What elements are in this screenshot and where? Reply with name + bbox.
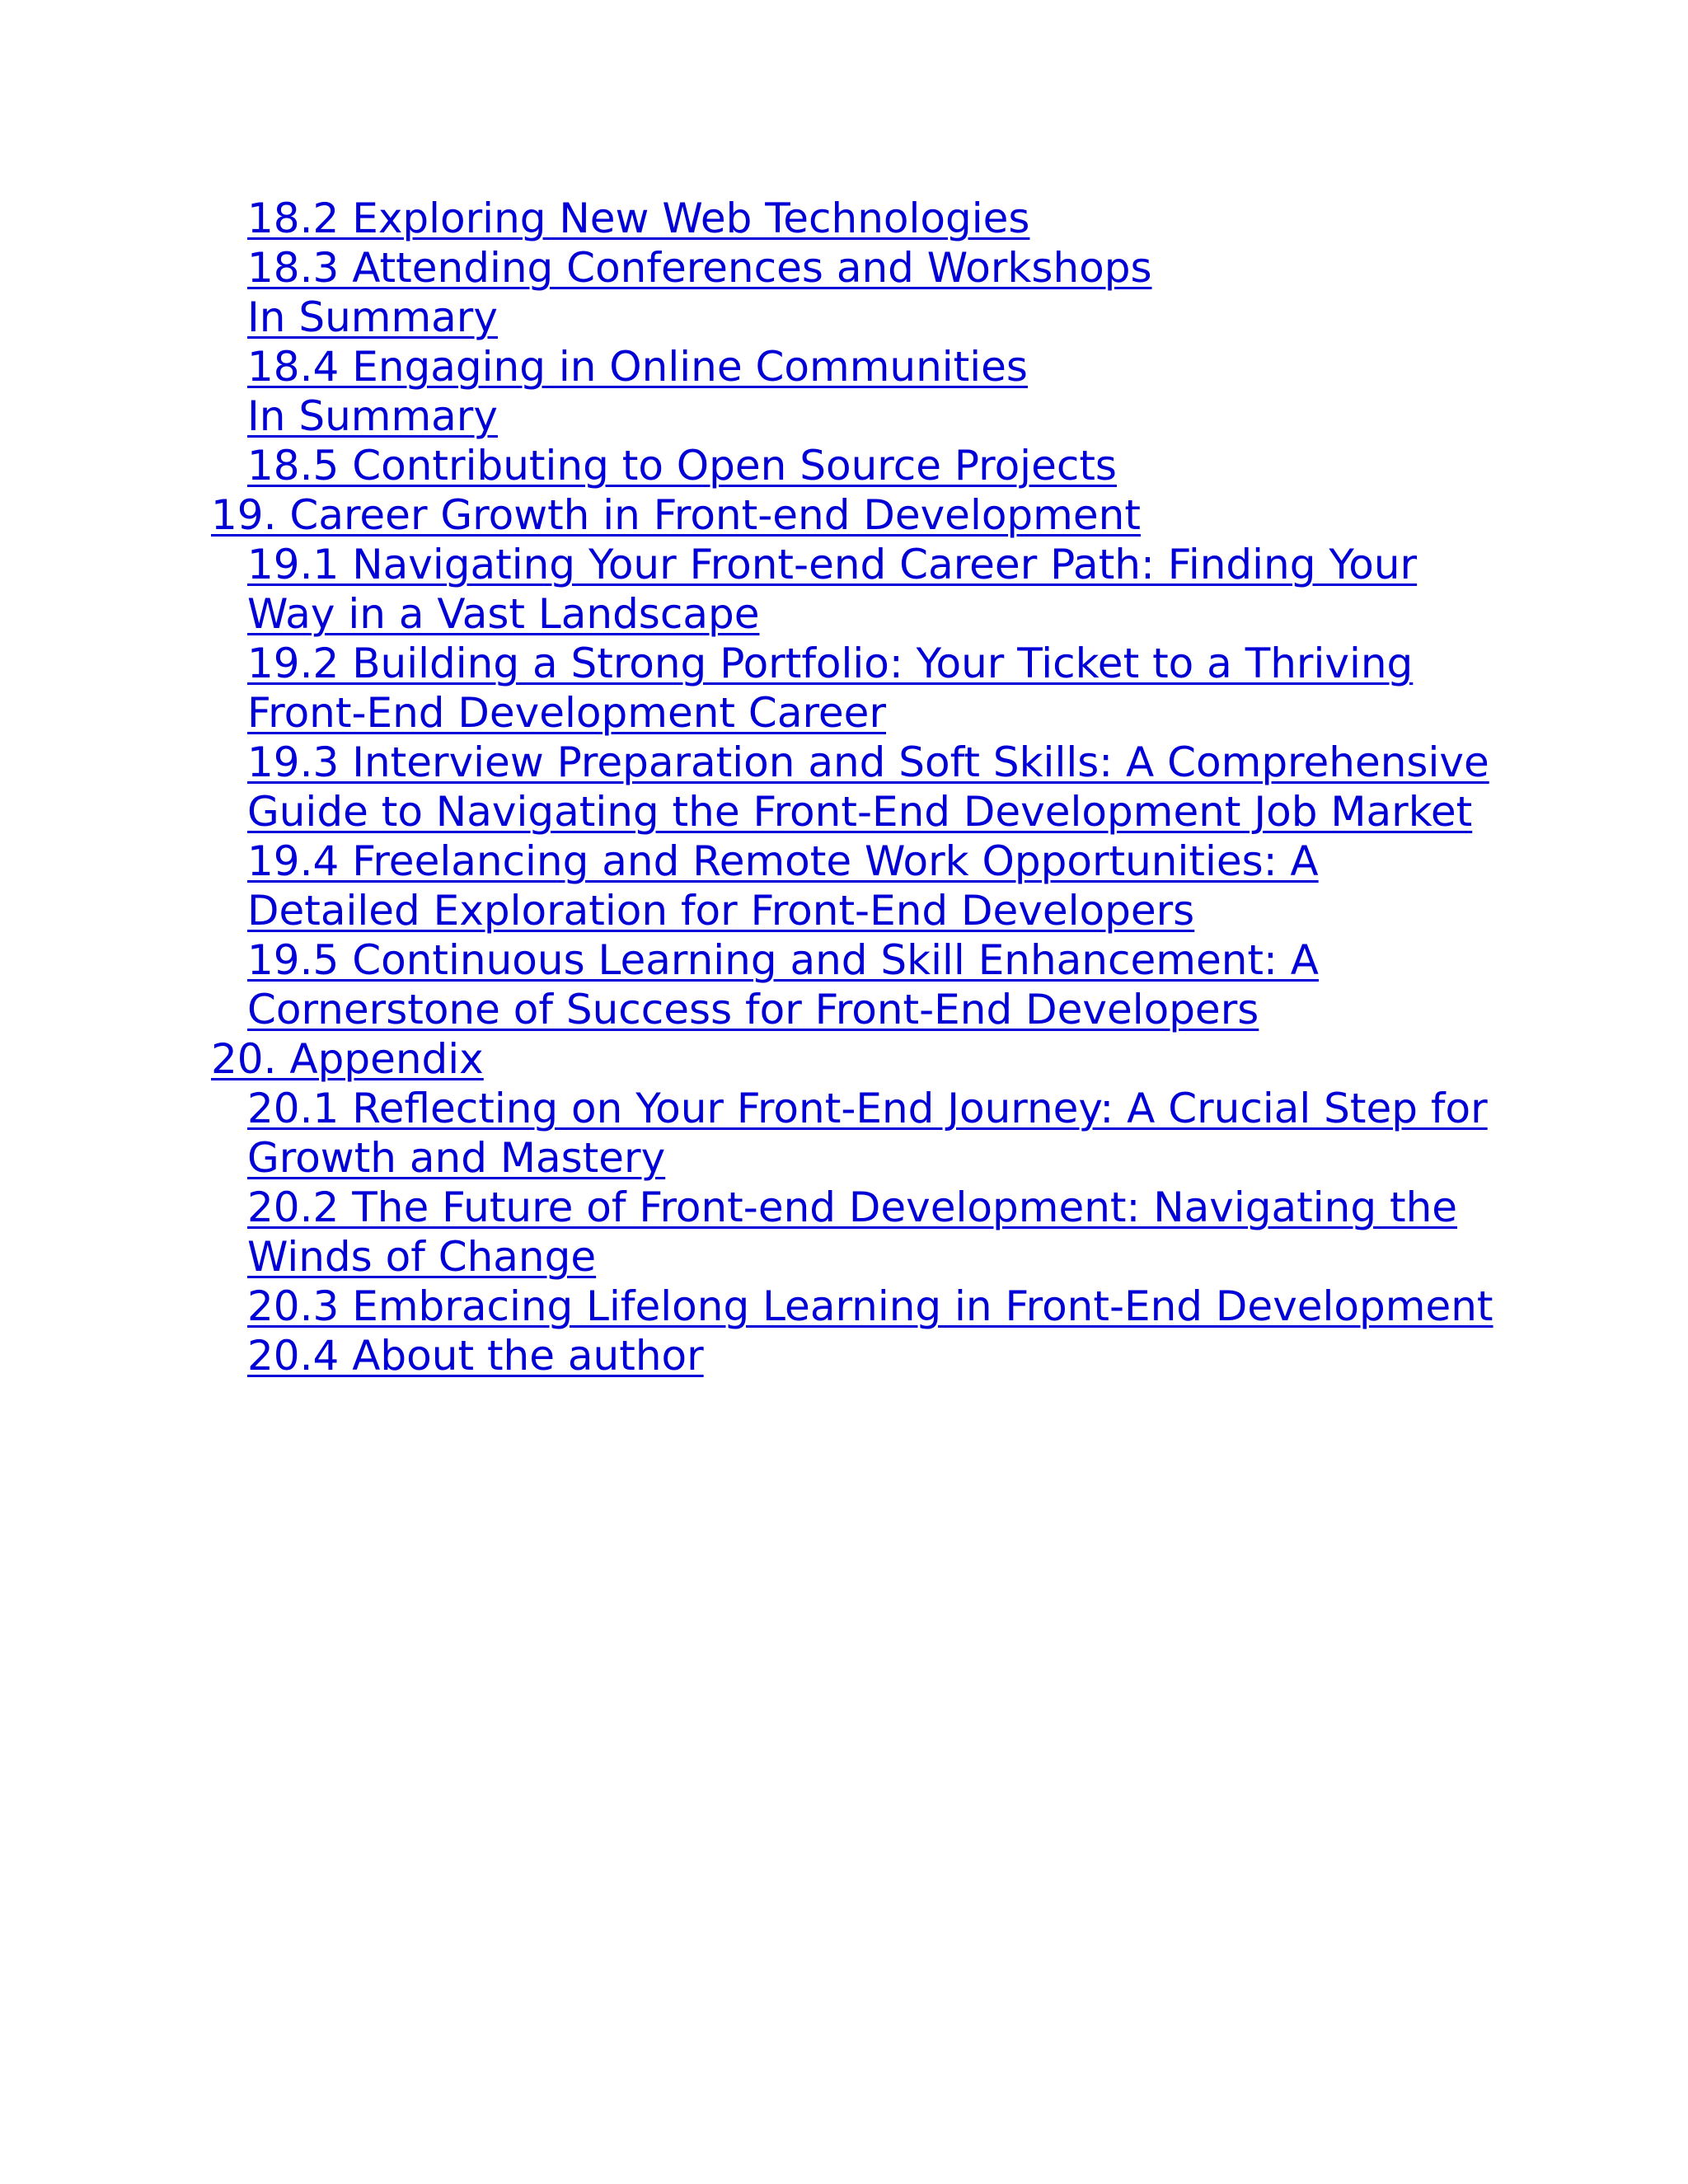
toc-entry [211,935,1497,1034]
toc-entry [211,243,1497,293]
toc-link-18-2[interactable]: 18.2 Exploring New Web Technologies [247,194,1030,242]
toc-entry [211,391,1497,441]
toc-entry [211,490,1497,540]
toc-link-19-5[interactable]: 19.5 Continuous Learning and Skill Enhancement: A Cornerstone of Success for Front-End Developers [247,936,1319,1033]
toc-link-19-3[interactable]: 19.3 Interview Preparation and Soft Skills: A Comprehensive Guide to Navigating the Front-End Development Job Market [247,738,1489,836]
toc-link-18-4[interactable]: 18.4 Engaging in Online Communities [247,343,1028,391]
toc-link-18-5[interactable]: 18.5 Contributing to Open Source Projects [247,442,1117,490]
toc-link-19-4[interactable]: 19.4 Freelancing and Remote Work Opportunities: A Detailed Exploration for Front-End Developers [247,837,1319,935]
toc-entry [211,194,1497,243]
toc-link-chapter-20[interactable]: 20. Appendix [211,1035,484,1083]
toc-entry [211,639,1497,738]
toc-link-20-4[interactable]: 20.4 About the author [247,1332,704,1380]
toc-entry [211,293,1497,342]
toc-link-18-3[interactable]: 18.3 Attending Conferences and Workshops [247,244,1152,292]
toc-link-in-summary[interactable]: In Summary [247,392,498,440]
toc-entry [211,441,1497,490]
toc-entry [211,1282,1497,1331]
toc-link-20-1[interactable]: 20.1 Reflecting on Your Front-End Journey: A Crucial Step for Growth and Mastery [247,1085,1488,1182]
toc-entry [211,540,1497,639]
toc-entry [211,1183,1497,1282]
toc-entry [211,837,1497,935]
table-of-contents [211,194,1497,1380]
toc-link-19-2[interactable]: 19.2 Building a Strong Portfolio: Your Ticket to a Thriving Front-End Development Career [247,640,1414,737]
toc-entry [211,1084,1497,1183]
toc-link-in-summary[interactable]: In Summary [247,293,498,341]
toc-entry [211,738,1497,837]
toc-entry [211,1331,1497,1380]
toc-link-19-1[interactable]: 19.1 Navigating Your Front-end Career Path: Finding Your Way in a Vast Landscape [247,541,1418,638]
toc-link-20-3[interactable]: 20.3 Embracing Lifelong Learning in Front-End Development [247,1282,1493,1330]
toc-entry [211,1034,1497,1084]
toc-entry [211,342,1497,391]
toc-link-20-2[interactable]: 20.2 The Future of Front-end Development: Navigating the Winds of Change [247,1183,1458,1281]
toc-link-chapter-19[interactable]: 19. Career Growth in Front-end Development [211,491,1141,539]
